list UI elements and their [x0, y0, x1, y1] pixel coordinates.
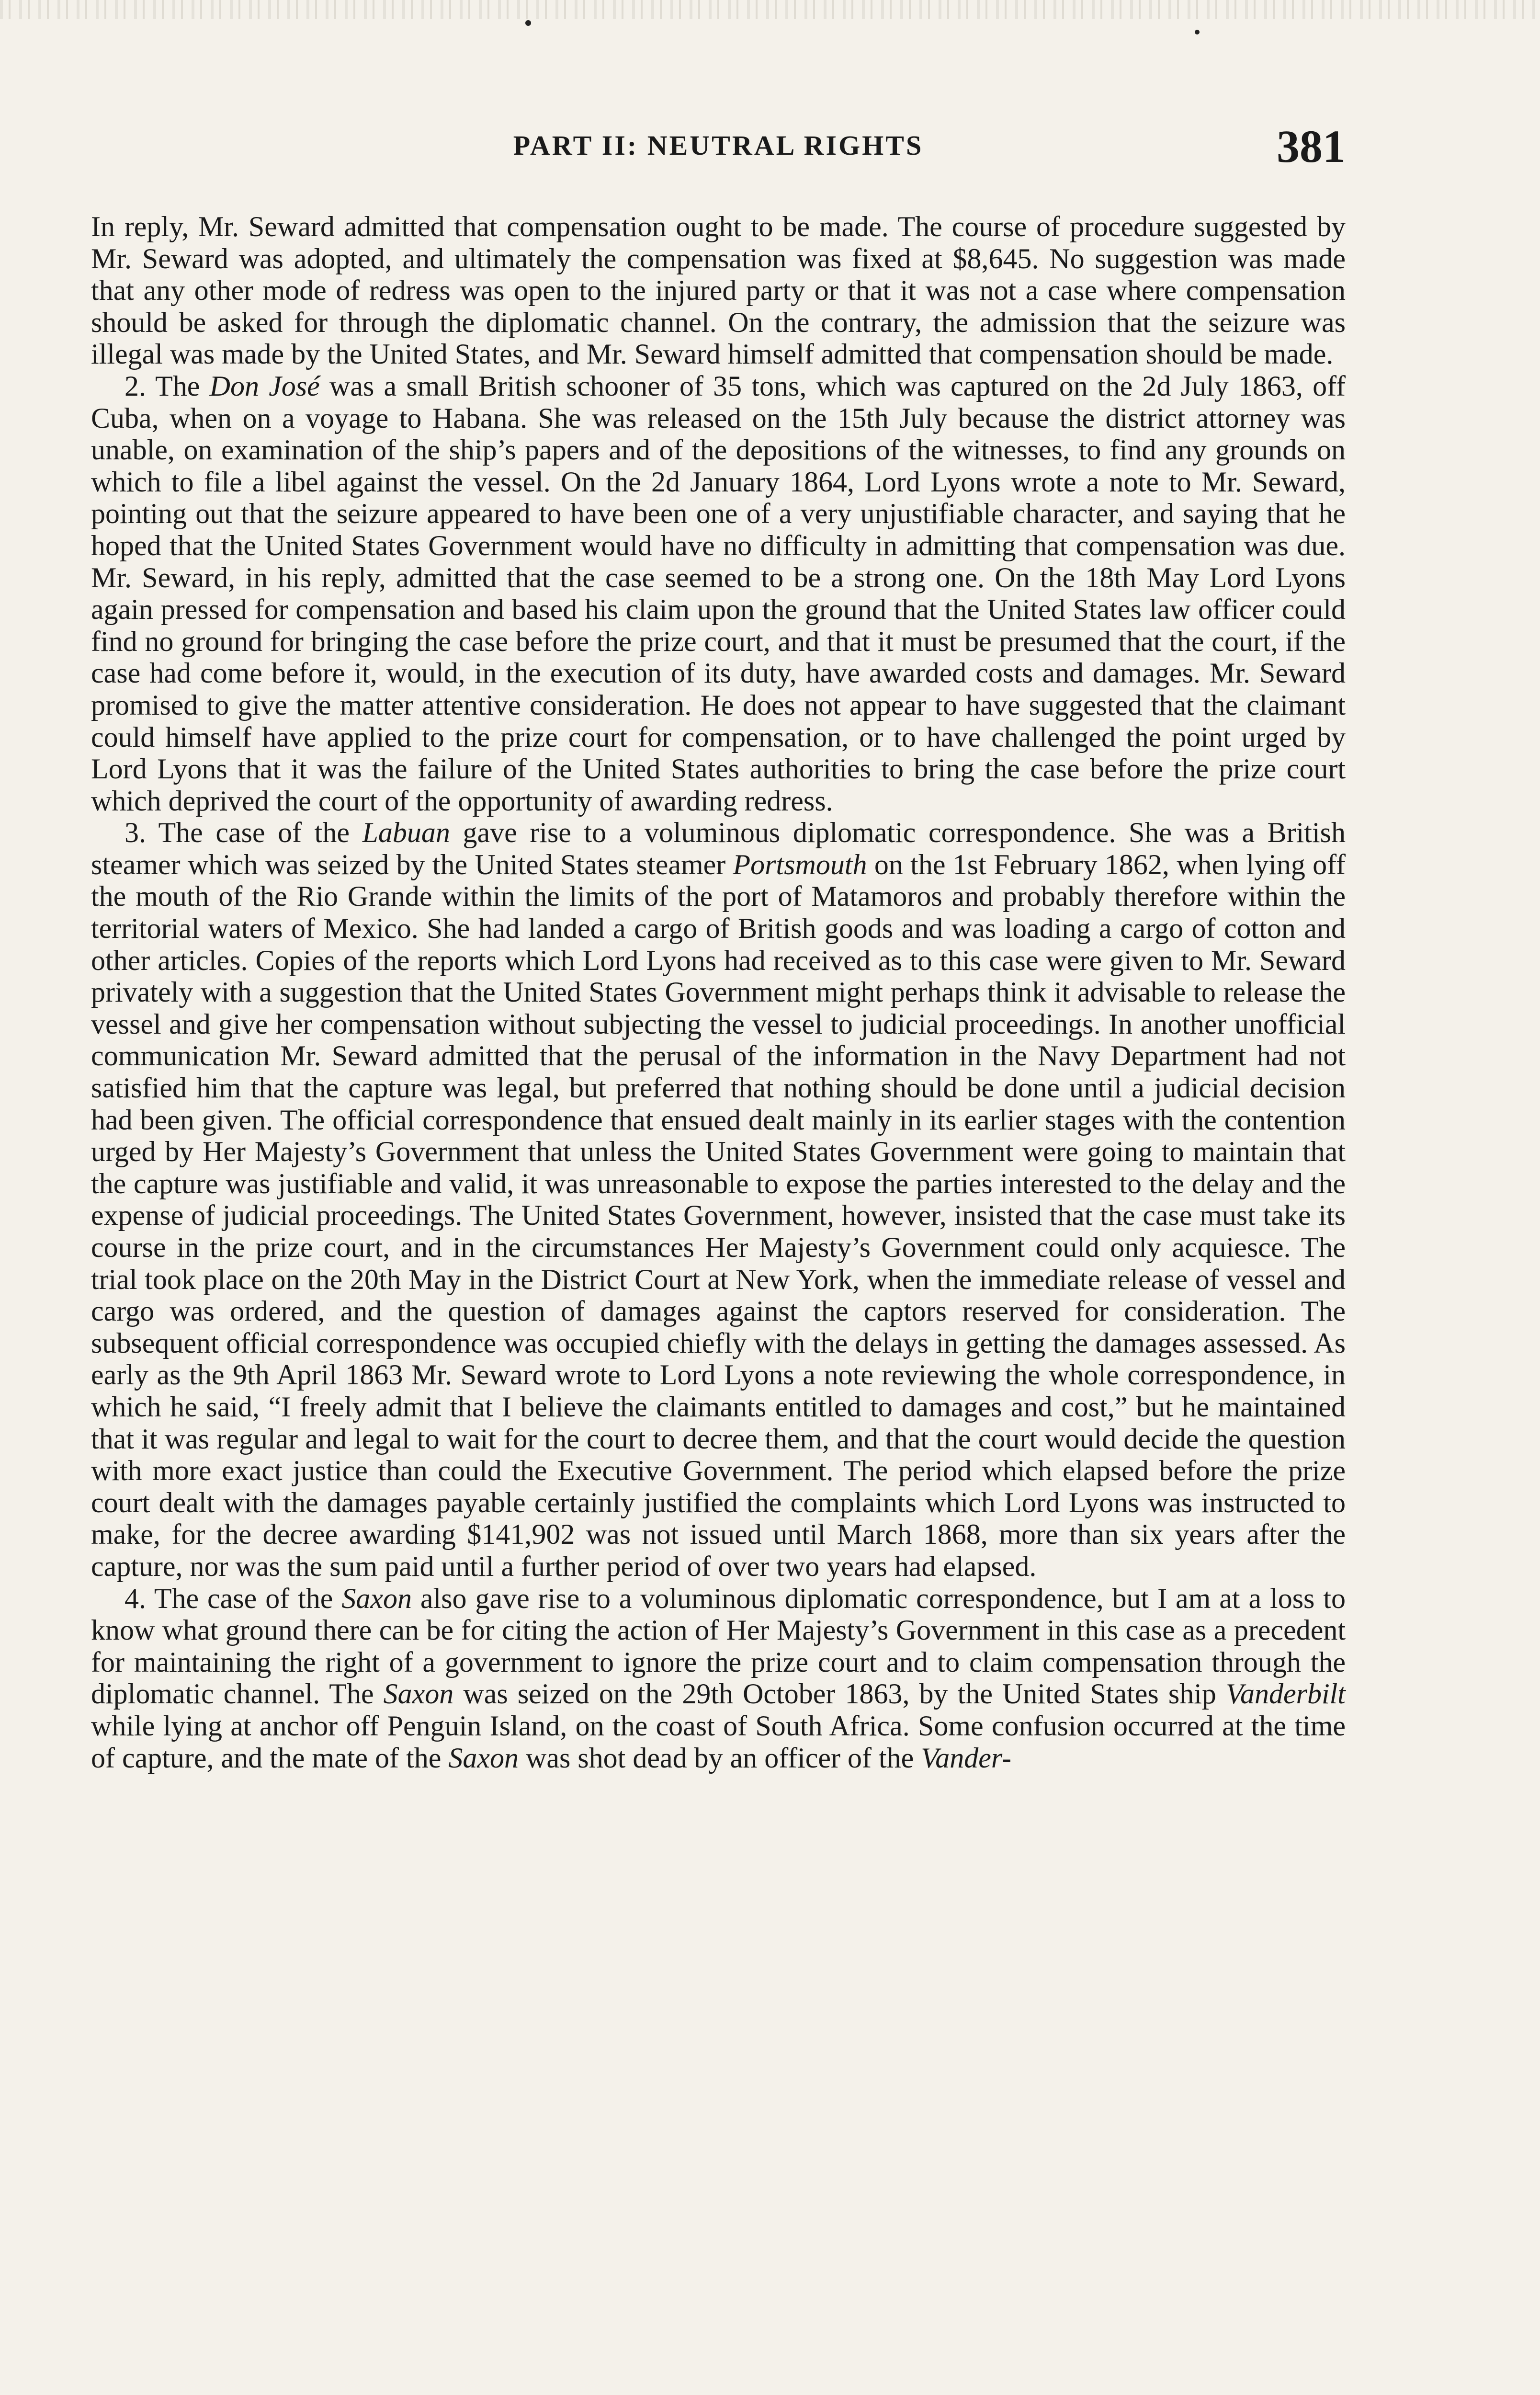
italic-text: Saxon: [448, 1742, 519, 1774]
text-segment: was shot dead by an officer of the: [518, 1742, 921, 1774]
text-segment: gave rise to a voluminous diplomatic correspondence. She was a British steamer which was seized by the United States steamer: [91, 817, 1346, 880]
italic-text: Saxon: [383, 1678, 454, 1710]
paragraph: [91, 817, 1346, 1582]
page-number: 381: [1277, 121, 1346, 172]
text-segment: also gave rise to a voluminous diplomatic correspondence, but I am at a loss to know what ground there can be for citing the action of Her Majesty’s Government in this case as a precedent for maintaining the right of a government to ignore the prize court and to claim compensation through the diplomatic channel. The: [91, 1582, 1346, 1710]
italic-text: Vanderbilt: [1225, 1678, 1346, 1710]
page-header: [91, 120, 1346, 177]
paragraph: [91, 370, 1346, 817]
scan-speck: [525, 20, 531, 26]
text-segment: 4. The case of the: [125, 1582, 342, 1614]
text-segment: 3. The case of the: [125, 817, 362, 849]
text-segment: was seized on the 29th October 1863, by the United States ship: [453, 1678, 1226, 1710]
scan-edge-noise: [0, 0, 1540, 19]
paragraph: [91, 211, 1346, 370]
italic-text: Labuan: [362, 817, 450, 849]
italic-text: Saxon: [341, 1582, 412, 1614]
text-segment: while lying at anchor off Penguin Island, on the coast of South Africa. Some confusion occurred at the time of capture, and the mate of the: [91, 1710, 1346, 1774]
italic-text: Vander-: [921, 1742, 1012, 1774]
text-segment: In reply, Mr. Seward admitted that compensation ought to be made. The course of procedure suggested by Mr. Seward was adopted, and ultimately the compensation was fixed at $8,645. No suggestion was made that any other mode of redress was open to the injured party or that it was not a case where compensation should be asked for through the diplomatic channel. On the contrary, the admission that the seizure was illegal was made by the United States, and Mr. Seward himself admitted that compensation should be made.: [91, 211, 1346, 370]
running-head: PART II: NEUTRAL RIGHTS: [513, 130, 924, 161]
text-segment: on the 1st February 1862, when lying off the mouth of the Rio Grande within the limits of the port of Matamoros and probably therefore within the territorial waters of Mexico. She had landed a cargo of British goods and was loading a cargo of cotton and other articles. Copies of the reports which Lord Lyons had received as to this case were given to Mr. Seward privately with a suggestion that the United States Government might perhaps think it advisable to release the vessel and give her compensation without subjecting the vessel to judicial proceedings. In another unofficial communication Mr. Seward admitted that the perusal of the information in the Navy Department had not satisfied him that the capture was legal, but preferred that nothing should be done until a judicial decision had been given. The official correspondence that ensued dealt mainly in its earlier stages with the contention urged by Her Majesty’s Government that unless the United States Government were going to maintain that the capture was justifiable and valid, it was unreasonable to expose the parties interested to the delay and the expense of judicial proceedings. The United States Government, however, insisted that the case must take its course in the prize court, and in the circumstances Her Majesty’s Government could only acquiesce. The trial took place on the 20th May in the District Court at New York, when the immediate release of vessel and cargo was ordered, and the question of damages against the captors reserved for consideration. The subsequent official correspondence was occupied chiefly with the delays in getting the damages assessed. As early as the 9th April 1863 Mr. Seward wrote to Lord Lyons a note reviewing the whole correspondence, in which he said, “I freely admit that I believe the claimants entitled to damages and cost,” but he maintained that it was regular and legal to wait for the court to decree them, and that the court would decide the question with more exact justice than could the Executive Government. The period which elapsed before the prize court dealt with the damages payable certainly justified the complaints which Lord Lyons was instructed to make, for the decree awarding $141,902 was not issued until March 1868, more than six years after the capture, nor was the sum paid until a further period of over two years had elapsed.: [91, 848, 1346, 1582]
paragraph: [91, 1583, 1346, 1774]
italic-text: Portsmouth: [733, 848, 867, 880]
scan-speck: [1195, 30, 1200, 34]
body-text: [91, 211, 1346, 1774]
text-segment: was a small British schooner of 35 tons, which was captured on the 2d July 1863, off Cuba, when on a voyage to Habana. She was released on the 15th July because the district attorney was unable, on examination of the ship’s papers and of the depositions of the witnesses, to find any grounds on which to file a libel against the vessel. On the 2d January 1864, Lord Lyons wrote a note to Mr. Seward, pointing out that the seizure appeared to have been one of a very unjustifiable character, and saying that he hoped that the United States Government would have no difficulty in admitting that compensation was due. Mr. Seward, in his reply, admitted that the case seemed to be a strong one. On the 18th May Lord Lyons again pressed for compensation and based his claim upon the ground that the United States law officer could find no ground for bringing the case before the prize court, and that it must be presumed that the court, if the case had come before it, would, in the execution of its duty, have awarded costs and damages. Mr. Seward promised to give the matter attentive consideration. He does not appear to have suggested that the claimant could himself have applied to the prize court for compensation, or to have challenged the point urged by Lord Lyons that it was the failure of the United States authorities to bring the case before the prize court which deprived the court of the opportunity of awarding redress.: [91, 370, 1346, 817]
text-segment: 2. The: [125, 370, 210, 402]
italic-text: Don José: [209, 370, 320, 402]
